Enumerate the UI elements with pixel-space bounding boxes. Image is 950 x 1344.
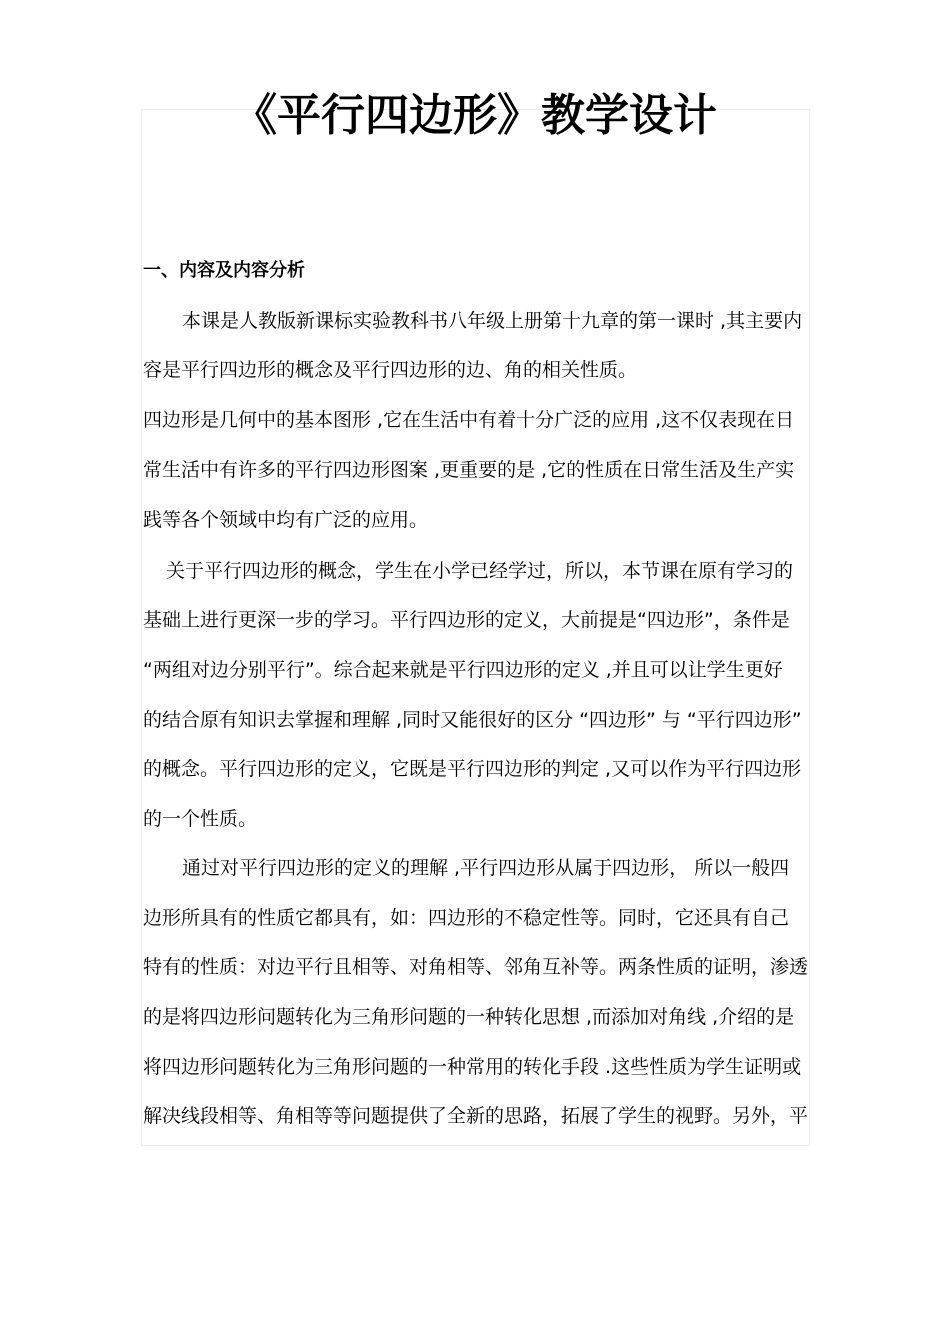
paragraph-line: 边形所具有的性质它都具有，如：四边形的不稳定性等。同时，它还具有自己 [143, 907, 790, 929]
section-heading: 一、内容及内容分析 [143, 260, 305, 281]
paragraph-line: 践等各个领域中均有广泛的应用。 [143, 509, 429, 531]
paragraph-line: “两组对边分别平行”。综合起来就是平行四边形的定义 ,并且可以让学生更好 [143, 659, 783, 681]
paragraph-line: 常生活中有许多的平行四边形图案 ,更重要的是 ,它的性质在日常生活及生产实 [143, 459, 795, 481]
paragraph-line: 四边形是几何中的基本图形 ,它在生活中有着十分广泛的应用 ,这不仅表现在日 [143, 409, 795, 431]
paragraph-line: 将四边形问题转化为三角形问题的一种常用的转化手段 .这些性质为学生证明或 [143, 1056, 802, 1078]
paragraph-line: 特有的性质：对边平行且相等、对角相等、邻角互补等。两条性质的证明，渗透 [143, 956, 809, 978]
paragraph-line: 基础上进行更深一步的学习。平行四边形的定义，大前提是“四边形”，条件是 [143, 609, 790, 631]
paragraph-line: 的一个性质。 [143, 808, 258, 830]
paragraph-line: 容是平行四边形的概念及平行四边形的边、角的相关性质。 [143, 359, 638, 381]
paragraph-line: 本课是人教版新课标实验教科书八年级上册第十九章的第一课时 ,其主要内 [182, 310, 803, 332]
document-title: 《平行四边形》教学设计 [233, 90, 717, 141]
paragraph-line: 通过对平行四边形的定义的理解 ,平行四边形从属于四边形， 所以一般四 [182, 857, 790, 879]
paragraph-line: 的结合原有知识去掌握和理解 ,同时又能很好的区分 “四边形” 与 “平行四边形” [143, 709, 802, 731]
paragraph-line: 关于平行四边形的概念，学生在小学已经学过，所以，本节课在原有学习的 [166, 560, 794, 582]
paragraph-line: 的概念。平行四边形的定义，它既是平行四边形的判定 ,又可以作为平行四边形 [143, 758, 802, 780]
paragraph-line: 的是将四边形问题转化为三角形问题的一种转化思想 ,而添加对角线 ,介绍的是 [143, 1006, 795, 1028]
paragraph-line: 解决线段相等、角相等等问题提供了全新的思路，拓展了学生的视野。另外，平 [143, 1105, 809, 1127]
